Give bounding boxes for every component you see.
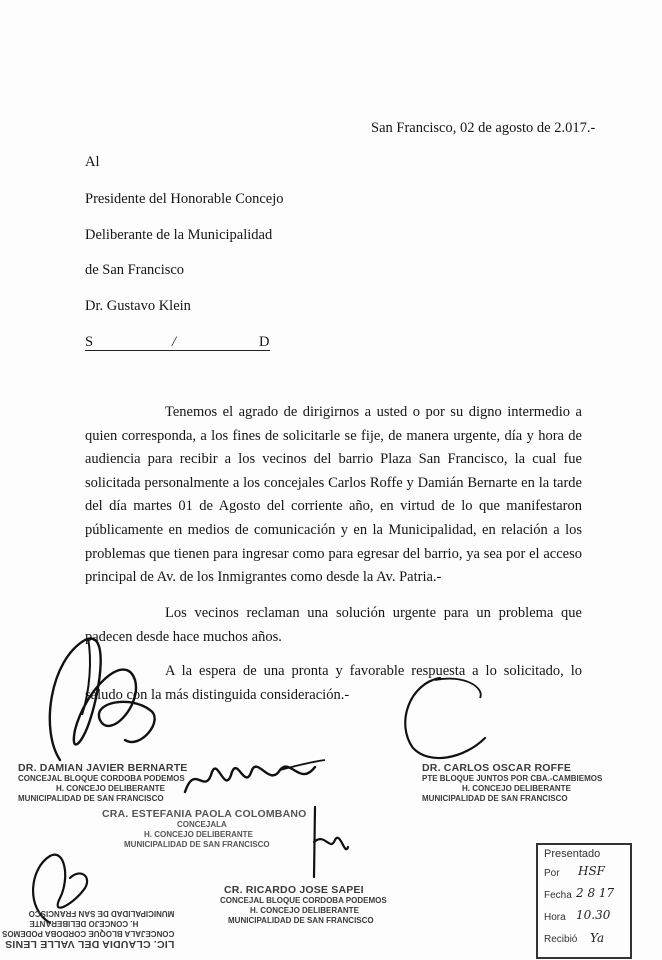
signature-bernarte xyxy=(30,620,180,770)
body-paragraph-3: A la espera de una pronta y favorable respuesta a lo solicitado, lo saludo con la más distinguida consideración.- xyxy=(85,663,582,703)
sd-slash: / xyxy=(172,334,177,350)
recipient-line-4: Dr. Gustavo Klein xyxy=(85,298,191,314)
received-firma-value: Ya xyxy=(590,931,605,945)
received-hora-value: 10.30 xyxy=(576,908,611,922)
signature-sapei xyxy=(300,802,360,882)
stamp-sapei: CR. RICARDO JOSE SAPEI CONCEJAL BLOQUE CORDOBA PODEMOS H. CONCEJO DELIBERANTE MUNICIPALIDAD DE SAN FRANCISCO xyxy=(220,884,387,925)
received-stamp xyxy=(536,843,632,959)
stamp-bernarte: DR. DAMIAN JAVIER BERNARTE CONCEJAL BLOQUE CORDOBA PODEMOS H. CONCEJO DELIBERANTE MUNICIPALIDAD DE SAN FRANCISCO xyxy=(18,762,188,803)
salutation-al: Al xyxy=(85,154,100,170)
body-paragraph-2: Los vecinos reclaman una solución urgente para un problema que padecen desde hace muchos años. xyxy=(85,605,582,645)
received-hora-label: Hora xyxy=(544,912,566,923)
recipient-line-3: de San Francisco xyxy=(85,262,185,278)
received-title: Presentado xyxy=(544,848,601,860)
signature-roffe xyxy=(385,668,505,768)
stamp-colombano: CRA. ESTEFANIA PAOLA COLOMBANO CONCEJALA H. CONCEJO DELIBERANTE MUNICIPALIDAD DE SAN FRANCISCO xyxy=(102,808,307,849)
received-fecha-label: Fecha xyxy=(544,890,572,901)
received-fecha-value: 2 8 17 xyxy=(576,886,615,900)
recipient-line-2: Deliberante de la Municipalidad xyxy=(85,227,273,243)
body-paragraph-1: Tenemos el agrado de dirigirnos a usted o por su digno intermedio a quien corresponda, a los fines de solicitarle se fije, de manera urgente, día y hora de audiencia para recibir a los vecinos del barrio Plaza San Francisco, la cual fue solicitada personalmente a los concejales Carlos Roffe y Damián Bernarte en la tarde del día martes 01 de Agosto del corriente año, en virtud de lo que manifestaron públicamente en medios de comunicación y en la Municipalidad, en relación a los problemas que tienen para ingresar como para egresar del barrio, ya sea por el acceso principal de Av. de los Inmigrantes como desde la Av. Patria.- xyxy=(85,404,582,586)
received-por-label: Por xyxy=(544,868,560,879)
received-por-value: HSF xyxy=(578,864,606,878)
sd-d: D xyxy=(259,334,270,350)
received-recibio-label: Recibió xyxy=(544,934,578,945)
stamp-lenis-upside-down: LIC. CLAUDIA DEL VALLE LENIS CONCEJALA BLOQUE CORDOBA PODEMOS H. CONCEJO DELIBERANTE MUNICIPALIDAD DE SAN FRANCISCO xyxy=(2,909,175,950)
recipient-line-1: Presidente del Honorable Concejo xyxy=(85,191,284,207)
place-date: San Francisco, 02 de agosto de 2.017.- xyxy=(371,120,596,136)
sd-s: S xyxy=(85,334,94,350)
stamp-roffe: DR. CARLOS OSCAR ROFFE PTE BLOQUE JUNTOS POR CBA.-CAMBIEMOS H. CONCEJO DELIBERANTE MUNICIPALIDAD DE SAN FRANCISCO xyxy=(422,762,603,803)
